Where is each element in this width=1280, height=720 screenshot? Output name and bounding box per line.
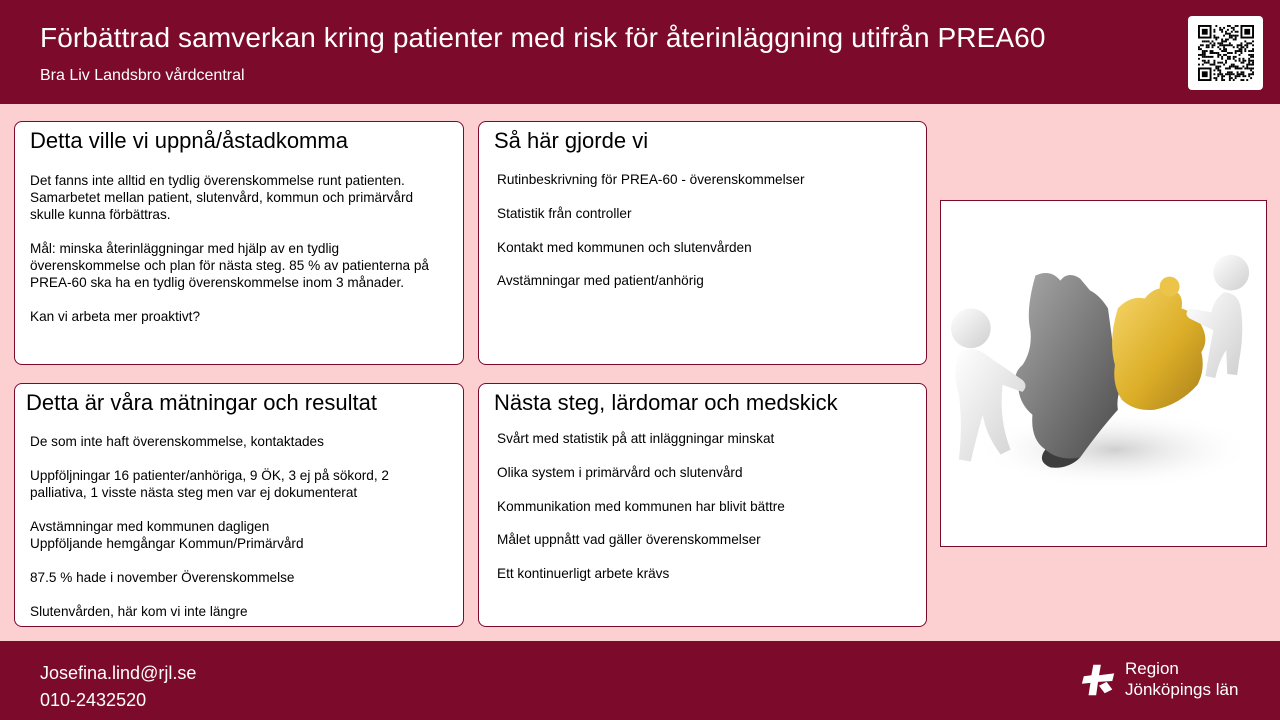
goal-card-title: Detta ville vi uppnå/åstadkomma (30, 128, 348, 153)
method-list (497, 171, 914, 306)
results-card-title: Detta är våra mätningar och resultat (26, 390, 377, 415)
page-title: Förbättrad samverkan kring patienter med risk för återinläggning utifrån PREA60 (40, 22, 1046, 53)
results-paragraph: Slutenvården, här kom vi inte längre (30, 604, 248, 619)
results-card-body (30, 433, 449, 627)
gold-puzzle-piece (1112, 288, 1205, 410)
logo-text-county: Jönköpings län (1125, 680, 1239, 699)
goal-paragraph: Kan vi arbeta mer proaktivt? (30, 309, 201, 324)
contact-email[interactable]: Josefina.lind@rjl.se (40, 663, 197, 683)
results-paragraph: De som inte haft överenskommelse, kontaktades (30, 434, 324, 449)
list-item: Svårt med statistik på att inläggningar minskat (497, 431, 775, 446)
next-steps-card-title: Nästa steg, lärdomar och medskick (494, 390, 838, 415)
results-card (14, 383, 464, 627)
page-subtitle: Bra Liv Landsbro vårdcentral (40, 67, 245, 84)
results-paragraph: Avstämningar med kommunen dagligen (30, 519, 270, 534)
goal-paragraph: Mål: minska återinläggningar med hjälp av en tydlig överenskommelse och plan för nästa steg. 85 % av patienterna på PREA-60 ska ha en tydlig överenskommelse inom 3 månader. (30, 241, 429, 290)
goal-card (14, 121, 464, 365)
list-item: Rutinbeskrivning för PREA-60 - överenskommelser (497, 172, 805, 187)
gold-piece-knob (1160, 277, 1180, 297)
qr-code-graphic (1198, 25, 1254, 81)
method-card-title: Så här gjorde vi (494, 128, 649, 153)
next-steps-card (478, 383, 927, 627)
results-paragraph: 87.5 % hade i november Överenskommelse (30, 570, 295, 585)
shadow (976, 410, 1254, 490)
list-item: Kommunikation med kommunen har blivit bättre (497, 498, 785, 514)
method-card (478, 121, 927, 365)
logo-text-region: Region (1125, 659, 1179, 678)
region-logo (1080, 659, 1250, 705)
list-item: Olika system i primärvård och slutenvård (497, 464, 743, 480)
footer-bar (0, 641, 1280, 720)
list-item: Målet uppnått vad gäller överenskommelser (497, 532, 761, 548)
contact-phone: 010-2432520 (40, 690, 147, 710)
list-item: Statistik från controller (497, 205, 632, 221)
goal-paragraph: Det fanns inte alltid en tydlig överenskommelse runt patienten. Samarbetet mellan patient, slutenvård, kommun och primärvård skulle kunna förbättras. (30, 173, 414, 222)
list-item: Ett kontinuerligt arbete krävs (497, 566, 670, 582)
next-steps-list (497, 430, 914, 599)
results-paragraph: Uppföljningar 16 patienter/anhöriga, 9 ÖK, 3 ej på sökord, 2 palliativa, 1 visste nästa steg men var ej dokumenterat (30, 468, 389, 500)
list-item: Kontakt med kommunen och slutenvården (497, 239, 752, 255)
results-paragraph: Uppföljande hemgångar Kommun/Primärvård (30, 536, 304, 551)
header-bar (0, 0, 1280, 104)
region-cross-icon (1080, 661, 1118, 699)
puzzle-figures-illustration (940, 200, 1267, 547)
qr-code-icon[interactable] (1188, 16, 1263, 90)
puzzle-figures-graphic (941, 201, 1266, 546)
list-item: Avstämningar med patient/anhörig (497, 273, 704, 289)
goal-card-body (30, 172, 449, 342)
